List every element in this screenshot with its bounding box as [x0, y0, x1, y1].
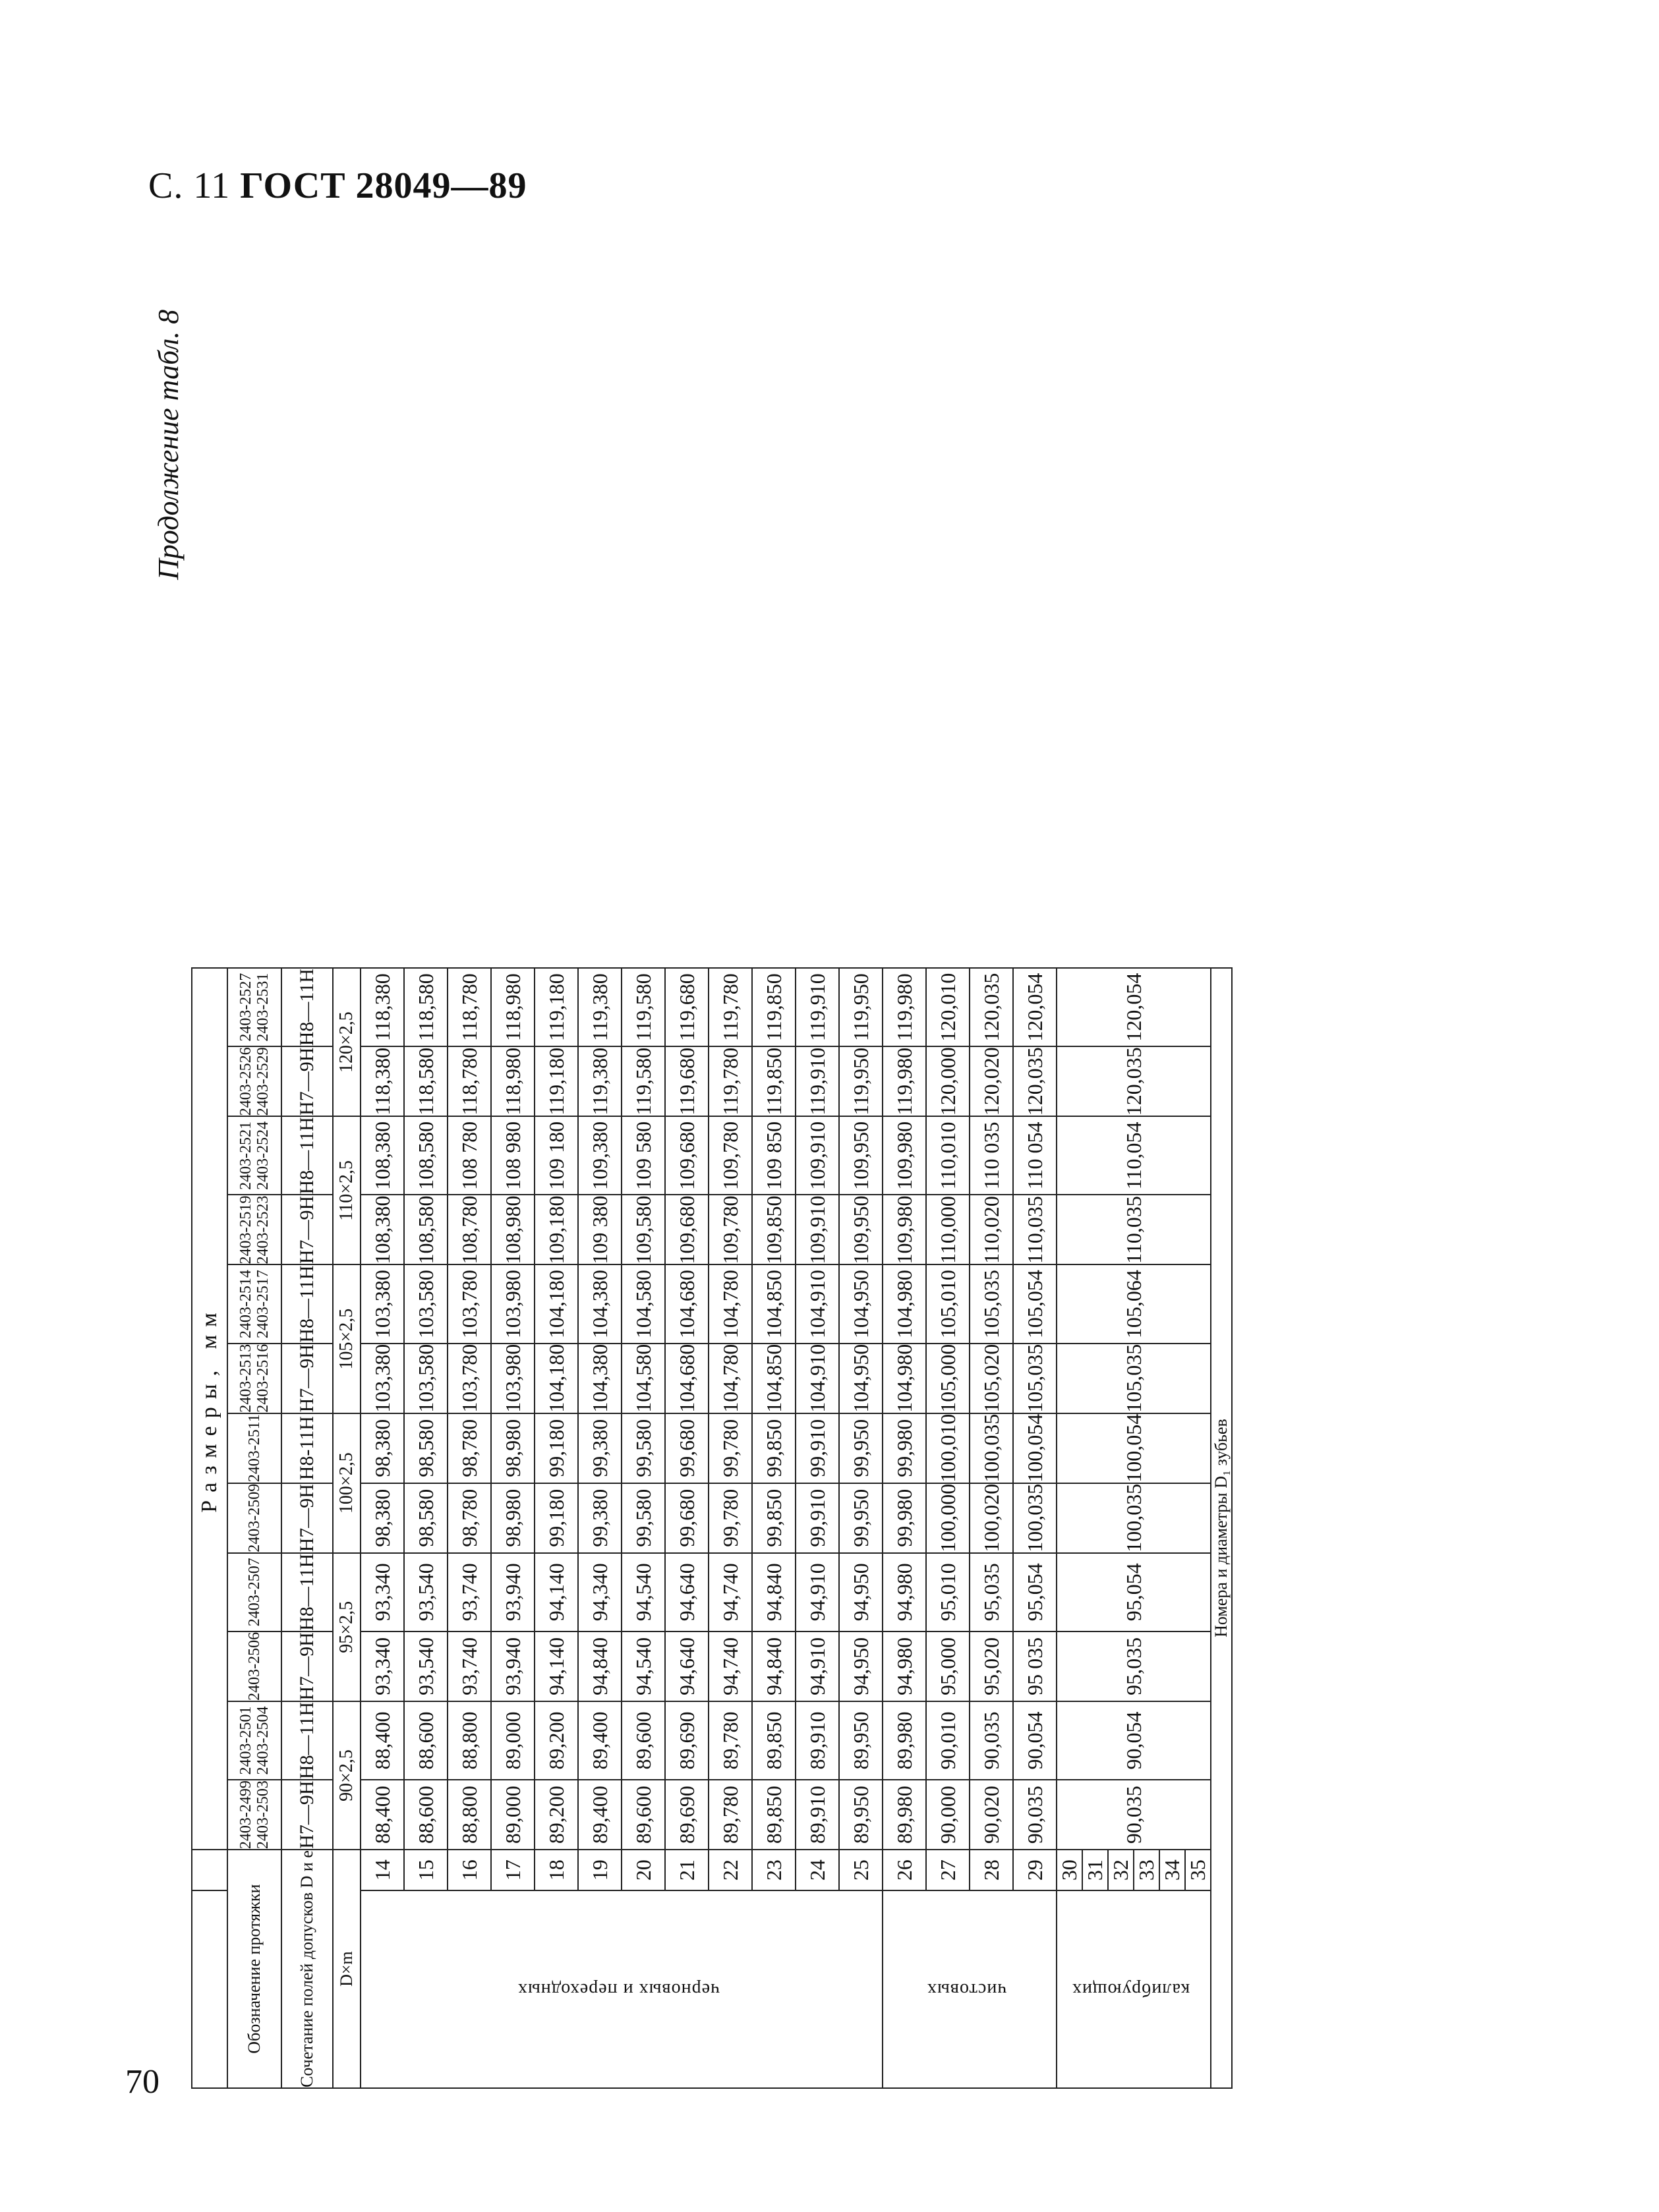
broach-code: 2403-2521 2403-2524 [227, 1116, 281, 1195]
tooth-number: 14 [361, 1850, 404, 1890]
tooth-diameter: 100,054 [1013, 1413, 1057, 1483]
tooth-diameter: 90,000 [926, 1780, 970, 1850]
group-label-rough [361, 1890, 883, 2088]
tooth-diameter: 95 035 [1013, 1631, 1057, 1701]
tooth-diameter: 120,054 [1013, 968, 1057, 1046]
tooth-diameter: 99,580 [622, 1483, 665, 1553]
tooth-diameter: 119,910 [796, 968, 839, 1046]
tooth-diameter: 89,950 [839, 1701, 883, 1780]
tooth-diameter: 89,600 [622, 1780, 665, 1850]
tooth-diameter: 108 980 [491, 1116, 535, 1195]
calib-diameter: 105,035 [1057, 1344, 1211, 1413]
tooth-diameter: 118,980 [491, 1046, 535, 1116]
tooth-diameter: 99,910 [796, 1413, 839, 1483]
tooth-number: 22 [709, 1850, 752, 1890]
tooth-diameter: 109,680 [665, 1195, 709, 1264]
designation-header: Обозначение протяжки [227, 1850, 281, 2088]
calib-diameter: 100,054 [1057, 1413, 1211, 1483]
tooth-diameter: 89,910 [796, 1780, 839, 1850]
tooth-diameter: 104,910 [796, 1344, 839, 1413]
tooth-diameter: 100,020 [970, 1483, 1013, 1553]
tooth-diameter: 98,980 [491, 1483, 535, 1553]
tooth-diameter: 120,010 [926, 968, 970, 1046]
broach-code: 2403-2513 2403-2516 [227, 1344, 281, 1413]
tooth-diameter: 93,540 [404, 1553, 448, 1631]
tooth-diameter: 108,380 [361, 1116, 404, 1195]
calib-diameter: 90,035 [1057, 1780, 1211, 1850]
tooth-diameter: 108,780 [448, 1195, 491, 1264]
tooth-diameter: 94,840 [752, 1553, 796, 1631]
corner-cell [192, 1850, 227, 1890]
tooth-diameter: 99,180 [535, 1483, 578, 1553]
tooth-diameter: 104,380 [578, 1264, 622, 1343]
tooth-diameter: 89,200 [535, 1780, 578, 1850]
tooth-diameter: 93,740 [448, 1553, 491, 1631]
tooth-diameter: 99,680 [665, 1413, 709, 1483]
tooth-number: 32 [1108, 1850, 1134, 1890]
rotated-table-area [152, 244, 1443, 2089]
tolerance-cell: H7—9H [281, 1631, 333, 1701]
calib-diameter: 110,035 [1057, 1195, 1211, 1264]
tooth-diameter: 88,400 [361, 1701, 404, 1780]
tooth-diameter: 118,980 [491, 968, 535, 1046]
tooth-number: 27 [926, 1850, 970, 1890]
tooth-diameter: 98,380 [361, 1413, 404, 1483]
tooth-diameter: 103,380 [361, 1264, 404, 1343]
tooth-diameter: 99,580 [622, 1413, 665, 1483]
tooth-diameter: 105,035 [1013, 1344, 1057, 1413]
tooth-diameter: 105,020 [970, 1344, 1013, 1413]
tooth-diameter: 90,035 [970, 1701, 1013, 1780]
broach-code: 2403-2499 2403-2503 [227, 1780, 281, 1850]
tooth-diameter: 89,000 [491, 1701, 535, 1780]
tooth-diameter: 108,980 [491, 1195, 535, 1264]
broach-code: 2403-2506 [227, 1631, 281, 1701]
tooth-diameter: 90,035 [1013, 1780, 1057, 1850]
tooth-diameter: 119,980 [883, 1046, 926, 1116]
tooth-diameter: 104,580 [622, 1344, 665, 1413]
tooth-diameter: 103,380 [361, 1344, 404, 1413]
tooth-diameter: 95,000 [926, 1631, 970, 1701]
tooth-diameter: 119,580 [622, 968, 665, 1046]
tooth-diameter: 109,980 [883, 1116, 926, 1195]
tooth-diameter: 118,580 [404, 968, 448, 1046]
tooth-number: 30 [1057, 1850, 1082, 1890]
tolerance-cell: H7—9H [281, 1344, 333, 1413]
tooth-diameter: 99,780 [709, 1483, 752, 1553]
tooth-diameter: 119,780 [709, 1046, 752, 1116]
tolerance-cell: H8—11H [281, 1116, 333, 1195]
tooth-diameter: 99,950 [839, 1413, 883, 1483]
tooth-diameter: 120,035 [1013, 1046, 1057, 1116]
tooth-number: 28 [970, 1850, 1013, 1890]
broach-code: 2403-2514 2403-2517 [227, 1264, 281, 1343]
tooth-diameter: 99,180 [535, 1413, 578, 1483]
tooth-diameter: 118,380 [361, 1046, 404, 1116]
tooth-diameter: 94,950 [839, 1553, 883, 1631]
tooth-diameter: 104,380 [578, 1344, 622, 1413]
tooth-diameter: 105,010 [926, 1264, 970, 1343]
tooth-diameter: 93,340 [361, 1631, 404, 1701]
tooth-diameter: 110 035 [970, 1116, 1013, 1195]
tolerance-cell: H8—11H [281, 1553, 333, 1631]
tooth-diameter: 119,680 [665, 968, 709, 1046]
tooth-diameter: 119,680 [665, 1046, 709, 1116]
tooth-diameter: 93,940 [491, 1553, 535, 1631]
tooth-diameter: 119,980 [883, 968, 926, 1046]
calib-diameter: 105,064 [1057, 1264, 1211, 1343]
tolerance-cell: H7—9H [281, 1780, 333, 1850]
tooth-diameter: 109,380 [578, 1116, 622, 1195]
tooth-diameter: 89,200 [535, 1701, 578, 1780]
broach-code: 2403-2519 2403-2523 [227, 1195, 281, 1264]
tooth-number: 35 [1185, 1850, 1211, 1890]
calib-diameter: 100,035 [1057, 1483, 1211, 1553]
tooth-diameter: 93,540 [404, 1631, 448, 1701]
tooth-diameter: 89,690 [665, 1780, 709, 1850]
tooth-diameter: 108 780 [448, 1116, 491, 1195]
tooth-diameter: 100,035 [1013, 1483, 1057, 1553]
tooth-diameter: 89,000 [491, 1780, 535, 1850]
tooth-diameter: 119,850 [752, 968, 796, 1046]
tooth-diameter: 94,740 [709, 1631, 752, 1701]
tooth-diameter: 104,180 [535, 1344, 578, 1413]
calib-diameter: 90,054 [1057, 1701, 1211, 1780]
tooth-diameter: 120,000 [926, 1046, 970, 1116]
tooth-diameter: 104,780 [709, 1344, 752, 1413]
tooth-diameter: 99,380 [578, 1483, 622, 1553]
tooth-diameter: 119,950 [839, 1046, 883, 1116]
tolerance-cell: H8—11H [281, 1264, 333, 1343]
dm-cell: 100×2,5 [333, 1413, 361, 1553]
calib-diameter: 110,054 [1057, 1116, 1211, 1195]
calib-diameter: 120,035 [1057, 1046, 1211, 1116]
tooth-diameter: 109,910 [796, 1116, 839, 1195]
tooth-diameter: 104,180 [535, 1264, 578, 1343]
group-finish-text: чистовых [927, 1979, 1007, 2000]
tooth-diameter: 109 850 [752, 1116, 796, 1195]
tooth-diameter: 98,580 [404, 1413, 448, 1483]
tooth-diameter: 108,580 [404, 1116, 448, 1195]
tooth-diameter: 89,600 [622, 1701, 665, 1780]
tooth-diameter: 94,840 [578, 1631, 622, 1701]
calib-diameter: 120,054 [1057, 968, 1211, 1046]
tooth-diameter: 109,910 [796, 1195, 839, 1264]
broach-code: 2403-2526 2403-2529 [227, 1046, 281, 1116]
tolerance-cell: H7—9H [281, 1483, 333, 1553]
tolerance-cell: H8—11H [281, 1701, 333, 1780]
tooth-diameter: 109 180 [535, 1116, 578, 1195]
tooth-diameter: 100,010 [926, 1413, 970, 1483]
tooth-diameter: 98,580 [404, 1483, 448, 1553]
tooth-diameter: 99,850 [752, 1483, 796, 1553]
tooth-diameter: 89,980 [883, 1780, 926, 1850]
tooth-diameter: 119,380 [578, 1046, 622, 1116]
tooth-number: 31 [1082, 1850, 1108, 1890]
tooth-diameter: 120,020 [970, 1046, 1013, 1116]
tooth-diameter: 110 054 [1013, 1116, 1057, 1195]
tooth-diameter: 99,680 [665, 1483, 709, 1553]
calib-diameter: 95,054 [1057, 1553, 1211, 1631]
tooth-diameter: 109,980 [883, 1195, 926, 1264]
tooth-diameter: 110,035 [1013, 1195, 1057, 1264]
page-number: 70 [125, 2063, 160, 2101]
tooth-diameter: 94,340 [578, 1553, 622, 1631]
tooth-diameter: 89,780 [709, 1701, 752, 1780]
tooth-diameter: 118,780 [448, 968, 491, 1046]
tooth-diameter: 104,850 [752, 1264, 796, 1343]
tooth-diameter: 104,850 [752, 1344, 796, 1413]
tolerance-cell: H7—9H [281, 1046, 333, 1116]
tooth-diameter: 94,640 [665, 1631, 709, 1701]
tooth-number: 26 [883, 1850, 926, 1890]
tooth-diameter: 95,054 [1013, 1553, 1057, 1631]
tooth-diameter: 89,980 [883, 1701, 926, 1780]
tooth-diameter: 99,850 [752, 1413, 796, 1483]
tooth-diameter: 105,000 [926, 1344, 970, 1413]
tooth-number: 25 [839, 1850, 883, 1890]
tooth-number: 15 [404, 1850, 448, 1890]
tooth-diameter: 99,910 [796, 1483, 839, 1553]
calib-diameter: 95,035 [1057, 1631, 1211, 1701]
tooth-diameter: 104,580 [622, 1264, 665, 1343]
tooth-diameter: 103,580 [404, 1264, 448, 1343]
tooth-diameter: 94,910 [796, 1631, 839, 1701]
tooth-diameter: 119,380 [578, 968, 622, 1046]
dm-cell: 105×2,5 [333, 1264, 361, 1413]
sizes-title: Размеры, мм [192, 968, 227, 1850]
tooth-diameter: 118,580 [404, 1046, 448, 1116]
tooth-diameter: 94,840 [752, 1631, 796, 1701]
broach-code: 2403-2527 2403-2531 [227, 968, 281, 1046]
tooth-diameter: 109,950 [839, 1195, 883, 1264]
tooth-diameter: 100,035 [970, 1413, 1013, 1483]
broach-code: 2403-2501 2403-2504 [227, 1701, 281, 1780]
tooth-diameter: 94,980 [883, 1553, 926, 1631]
tooth-diameter: 104,950 [839, 1264, 883, 1343]
tooth-diameter: 89,850 [752, 1780, 796, 1850]
tooth-number: 17 [491, 1850, 535, 1890]
tooth-diameter: 109 380 [578, 1195, 622, 1264]
tooth-diameter: 110,010 [926, 1116, 970, 1195]
tooth-diameter: 110,000 [926, 1195, 970, 1264]
teeth-caption: Номера и диаметры D₁ зубьев [1211, 968, 1232, 2088]
tooth-diameter: 119,850 [752, 1046, 796, 1116]
tooth-diameter: 108,380 [361, 1195, 404, 1264]
tooth-diameter: 99,980 [883, 1413, 926, 1483]
tooth-diameter: 95,010 [926, 1553, 970, 1631]
dm-cell: 90×2,5 [333, 1701, 361, 1850]
tooth-diameter: 109,780 [709, 1195, 752, 1264]
tolerance-header: Сочетание полей допусков D и e [281, 1850, 333, 2088]
tooth-diameter: 99,380 [578, 1413, 622, 1483]
tooth-diameter: 100,000 [926, 1483, 970, 1553]
dm-cell: 95×2,5 [333, 1553, 361, 1701]
tooth-diameter: 118,380 [361, 968, 404, 1046]
tooth-diameter: 109 580 [622, 1116, 665, 1195]
tooth-diameter: 88,600 [404, 1701, 448, 1780]
tooth-diameter: 94,980 [883, 1631, 926, 1701]
tooth-diameter: 120,035 [970, 968, 1013, 1046]
tooth-number: 16 [448, 1850, 491, 1890]
tooth-diameter: 110,020 [970, 1195, 1013, 1264]
tooth-diameter: 98,380 [361, 1483, 404, 1553]
page-ref: С. 11 [148, 165, 231, 206]
tooth-diameter: 88,800 [448, 1780, 491, 1850]
tooth-diameter: 99,950 [839, 1483, 883, 1553]
tooth-diameter: 119,910 [796, 1046, 839, 1116]
tooth-diameter: 95,020 [970, 1631, 1013, 1701]
tooth-diameter: 89,950 [839, 1780, 883, 1850]
tooth-diameter: 88,400 [361, 1780, 404, 1850]
tooth-diameter: 103,780 [448, 1344, 491, 1413]
dm-cell: 120×2,5 [333, 968, 361, 1116]
page-header [148, 165, 527, 207]
tooth-diameter: 119,780 [709, 968, 752, 1046]
tooth-diameter: 104,950 [839, 1344, 883, 1413]
tooth-diameter: 104,980 [883, 1264, 926, 1343]
tooth-diameter: 104,680 [665, 1344, 709, 1413]
tooth-diameter: 93,740 [448, 1631, 491, 1701]
tooth-number: 33 [1134, 1850, 1159, 1890]
corner-cell [192, 1890, 227, 2088]
tolerance-cell: H8—11H [281, 968, 333, 1046]
broach-code: 2403-2509 [227, 1483, 281, 1553]
tooth-diameter: 94,640 [665, 1553, 709, 1631]
group-rough-text: черновых и переходных [517, 1979, 720, 2000]
tooth-diameter: 90,054 [1013, 1701, 1057, 1780]
tooth-diameter: 119,950 [839, 968, 883, 1046]
tooth-diameter: 109,850 [752, 1195, 796, 1264]
dm-header: D×m [333, 1850, 361, 2088]
data-table [191, 967, 1233, 2089]
tooth-diameter: 94,910 [796, 1553, 839, 1631]
tooth-number: 21 [665, 1850, 709, 1890]
tooth-diameter: 94,140 [535, 1631, 578, 1701]
continuation-title: Продолжение табл. 8 [152, 309, 185, 580]
tooth-diameter: 93,340 [361, 1553, 404, 1631]
tolerance-cell: H8-11H [281, 1413, 333, 1483]
tooth-number: 19 [578, 1850, 622, 1890]
group-label-finish [883, 1890, 1057, 2088]
tooth-diameter: 119,180 [535, 968, 578, 1046]
tooth-diameter: 105,035 [970, 1264, 1013, 1343]
tooth-diameter: 104,910 [796, 1264, 839, 1343]
tooth-diameter: 109,780 [709, 1116, 752, 1195]
tooth-diameter: 109,180 [535, 1195, 578, 1264]
tooth-diameter: 89,400 [578, 1780, 622, 1850]
tooth-diameter: 104,780 [709, 1264, 752, 1343]
tooth-diameter: 105,054 [1013, 1264, 1057, 1343]
tooth-diameter: 104,980 [883, 1344, 926, 1413]
tooth-diameter: 89,780 [709, 1780, 752, 1850]
tooth-diameter: 118,780 [448, 1046, 491, 1116]
broach-code: 2403-2507 [227, 1553, 281, 1631]
tooth-diameter: 94,540 [622, 1553, 665, 1631]
tooth-diameter: 103,780 [448, 1264, 491, 1343]
tooth-diameter: 119,580 [622, 1046, 665, 1116]
tooth-diameter: 93,940 [491, 1631, 535, 1701]
tooth-diameter: 94,540 [622, 1631, 665, 1701]
gost-number: ГОСТ 28049—89 [240, 165, 527, 206]
tooth-diameter: 98,780 [448, 1483, 491, 1553]
tooth-diameter: 95,035 [970, 1553, 1013, 1631]
tooth-diameter: 103,980 [491, 1264, 535, 1343]
tooth-diameter: 89,690 [665, 1701, 709, 1780]
tooth-diameter: 94,740 [709, 1553, 752, 1631]
tooth-diameter: 99,780 [709, 1413, 752, 1483]
tooth-diameter: 98,780 [448, 1413, 491, 1483]
tooth-diameter: 108,580 [404, 1195, 448, 1264]
tooth-diameter: 90,010 [926, 1701, 970, 1780]
tooth-number: 20 [622, 1850, 665, 1890]
tooth-diameter: 89,910 [796, 1701, 839, 1780]
tolerance-cell: H7—9H [281, 1195, 333, 1264]
tooth-diameter: 103,580 [404, 1344, 448, 1413]
tooth-number: 29 [1013, 1850, 1057, 1890]
tooth-diameter: 119,180 [535, 1046, 578, 1116]
tooth-diameter: 109,580 [622, 1195, 665, 1264]
tooth-diameter: 109,680 [665, 1116, 709, 1195]
tooth-diameter: 90,020 [970, 1780, 1013, 1850]
tooth-diameter: 109,950 [839, 1116, 883, 1195]
tooth-diameter: 99,980 [883, 1483, 926, 1553]
tooth-number: 18 [535, 1850, 578, 1890]
tooth-diameter: 104,680 [665, 1264, 709, 1343]
tooth-diameter: 103,980 [491, 1344, 535, 1413]
tooth-diameter: 98,980 [491, 1413, 535, 1483]
tooth-number: 34 [1159, 1850, 1185, 1890]
tooth-diameter: 88,800 [448, 1701, 491, 1780]
tooth-diameter: 94,950 [839, 1631, 883, 1701]
group-calib-text: калибрующих [1072, 1979, 1190, 2000]
tooth-diameter: 89,400 [578, 1701, 622, 1780]
tooth-diameter: 89,850 [752, 1701, 796, 1780]
broach-code: 2403-2511 [227, 1413, 281, 1483]
group-label-calib [1057, 1890, 1211, 2088]
dm-cell: 110×2,5 [333, 1116, 361, 1264]
tooth-number: 24 [796, 1850, 839, 1890]
tooth-diameter: 94,140 [535, 1553, 578, 1631]
tooth-diameter: 88,600 [404, 1780, 448, 1850]
tooth-number: 23 [752, 1850, 796, 1890]
